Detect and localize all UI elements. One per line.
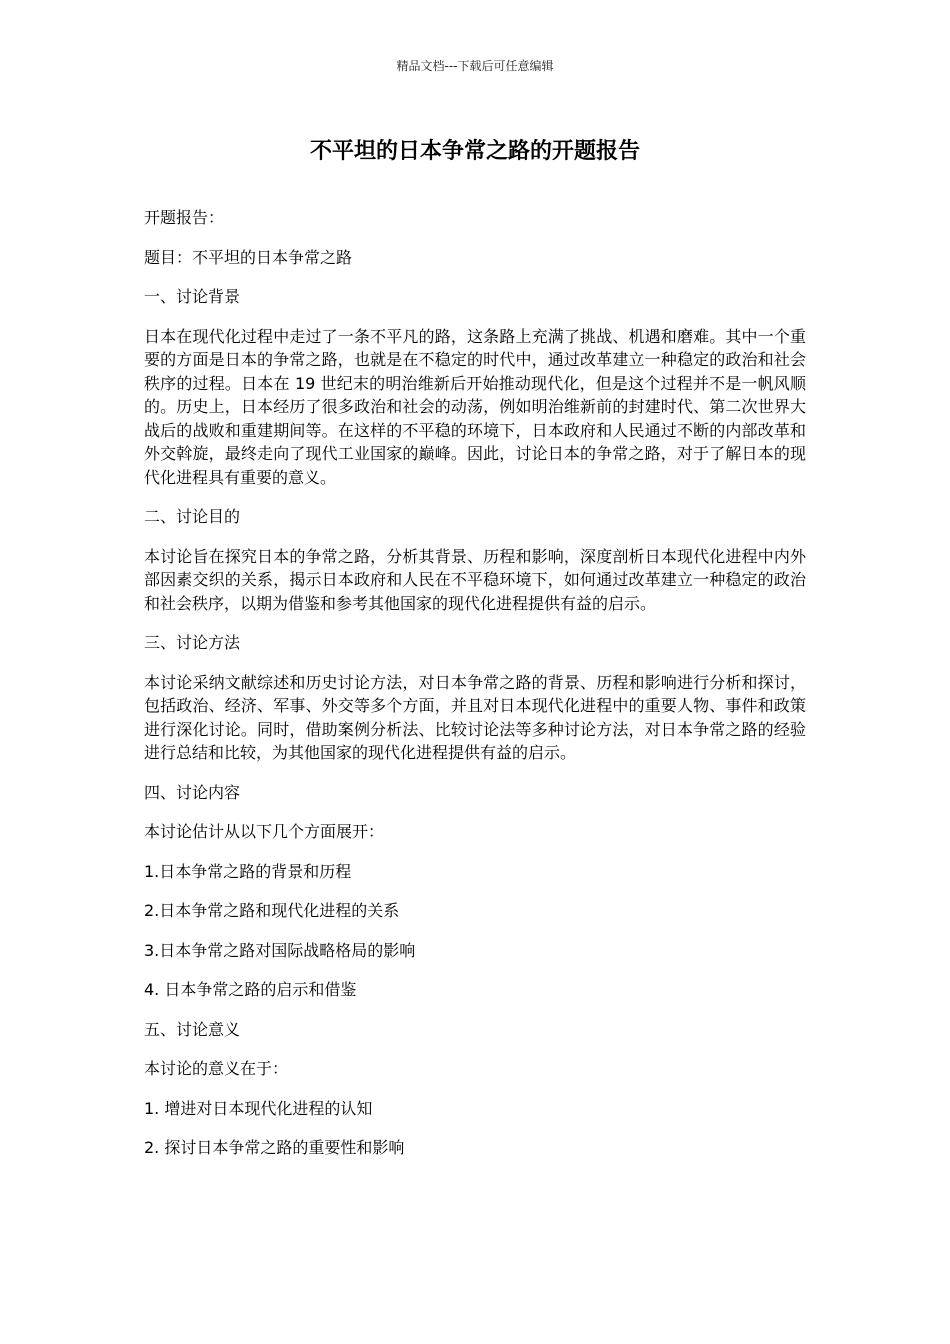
header-note: 精品文档---下载后可任意编辑 <box>396 59 554 73</box>
section-text-purpose: 本讨论旨在探究日本的争常之路，分析其背景、历程和影响，深度剖析日本现代化进程中内外部因素交织的关系，揭示日本政府和人民在不平稳环境下，如何通过改革建立一种稳定的政治和社会秩序，以期为借鉴和参考其他国家的现代化进程提供有益的启示。 <box>144 546 806 613</box>
significance-list-item: 2. 探讨日本争常之路的重要性和影响 <box>144 1138 405 1157</box>
section-heading-significance: 五、讨论意义 <box>144 1019 241 1039</box>
topic-line: 题目：不平坦的日本争常之路 <box>144 247 353 267</box>
section-text-method: 本讨论采纳文献综述和历史讨论方法，对日本争常之路的背景、历程和影响进行分析和探讨，包括政治、经济、军事、外交等多个方面，并且对日本现代化进程中的重要人物、事件和政策进行深化讨论。同时，借助案例分析法、比较讨论法等多种讨论方法，对日本争常之路的经验进行总结和比较，为其他国家的现代化进程提供有益的启示。 <box>144 672 806 762</box>
section-heading-purpose: 二、讨论目的 <box>144 507 241 526</box>
intro-label: 开题报告： <box>144 208 225 227</box>
section-lead-significance: 本讨论的意义在于： <box>144 1059 289 1078</box>
section-heading-background: 一、讨论背景 <box>144 287 241 306</box>
significance-list-item: 1. 增进对日本现代化进程的认知 <box>144 1098 373 1118</box>
content-list-item: 1.日本争常之路的背景和历程 <box>144 861 352 881</box>
document-title: 不平坦的日本争常之路的开题报告 <box>309 139 640 164</box>
content-list-item: 3.日本争常之路对国际战略格局的影响 <box>144 940 416 960</box>
content-list-item: 4. 日本争常之路的启示和借鉴 <box>144 980 357 999</box>
section-heading-method: 三、讨论方法 <box>144 633 241 652</box>
content-list-item: 2.日本争常之路和现代化进程的关系 <box>144 901 400 920</box>
document-body <box>144 206 806 1176</box>
section-text-background: 日本在现代化过程中走过了一条不平凡的路，这条路上充满了挑战、机遇和磨难。其中一个重要的方面是日本的争常之路，也就是在不稳定的时代中，通过改革建立一种稳定的政治和社会秩序的过程。日本在 19 世纪末的明治维新后开始推动现代化，但是这个过程并不是一帆风顺的。历史上，日本经历了很多政治和社会的动荡，例如明治维新前的封建时代、第二次世界大战后的战败和重建期间等。在这样的不平稳的环境下，日本政府和人民通过不断的内部改革和外交斡旋，最终走向了现代工业国家的巅峰。因此，讨论日本的争常之路，对于了解日本的现代化进程具有重要的意义。 <box>144 326 806 487</box>
section-lead-content: 本讨论估计从以下几个方面展开： <box>144 822 385 841</box>
section-heading-content: 四、讨论内容 <box>144 782 241 802</box>
